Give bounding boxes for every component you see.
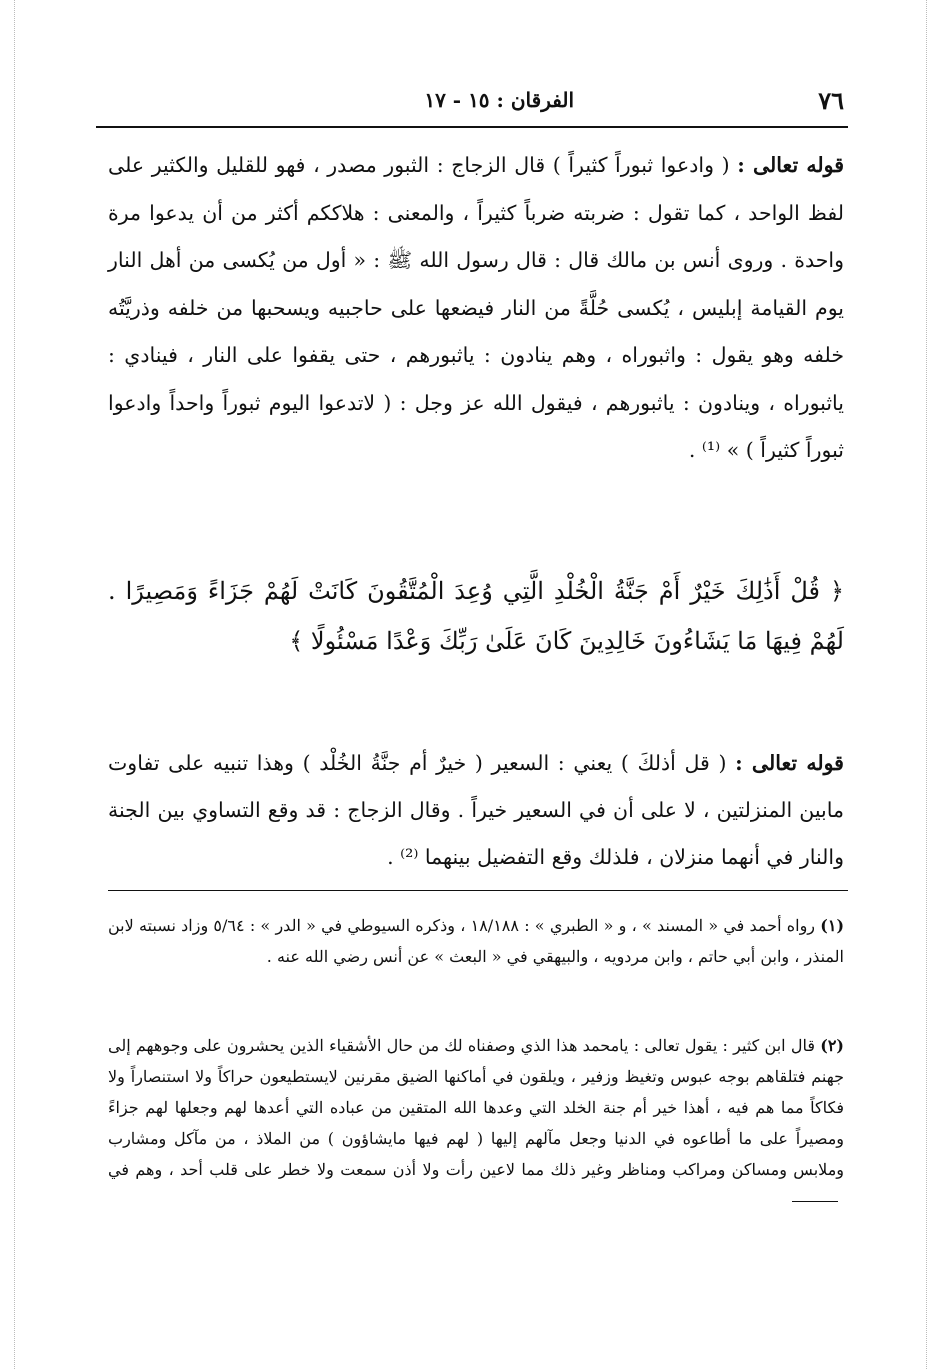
scan-dotted-border-right [926, 0, 927, 1369]
footnote-text: رواه أحمد في « المسند » ، و « الطبري » : ١٨/١٨٨ ، وذكره السيوطي في « الدر » : ٥/٦٤ وزاد نسبته لابن المنذر ، وابن أبي حاتم ، وابن مردويه ، والبيهقي في « البعث » عن أنس رضي الله عنه . [108, 916, 844, 966]
footnote [108, 910, 844, 972]
verse-close-bracket: ﴾ [289, 627, 304, 655]
commentary-lead: قوله تعالى : [737, 153, 844, 177]
verse-open-bracket: ﴿ [829, 577, 844, 605]
commentary-text: ( قل أذلكَ ) يعني : السعير ( خيرٌ أم جنَّةُ الخُلْد ) وهذا تنبيه على تفاوت مابين المنزلتين ، لا على أن في السعير خيراً . وقال الزجاج : قد وقع التساوي بين الجنة والنار في أنهما منزلان ، فلذلك وقع التفضيل بينهما ⁽²⁾ . [108, 751, 844, 869]
commentary-text: ( وادعوا ثبوراً كثيراً ) قال الزجاج : الثبور مصدر ، فهو للقليل والكثير على لفظ الواحد ، كما تقول : ضربته ضرباً كثيراً ، والمعنى : هلاككم أكثر من أن يدعوا مرة واحدة . وروى أنس بن مالك قال : قال رسول الله ﷺ : « أول من يُكسى من أهل النار يوم القيامة إبليس ، يُكسى حُلَّةً من النار فيضعها على حاجبيه ويسحبها من خلفه وذريَّتُه خلفه وهو يقول : واثبوراه ، وهم ينادون : ياثبورهم ، حتى يقفوا على النار ، فينادي : ياثبوراه ، وينادون : ياثبورهم ، فيقول الله عز وجل : ( لاتدعوا اليوم ثبوراً واحداً وادعوا ثبوراً كثيراً ) » ⁽¹⁾ . [108, 153, 844, 462]
footnote-number: (٢) [820, 1036, 844, 1055]
scan-dotted-border-left [14, 0, 15, 1369]
running-title: الفرقان : ١٥ - ١٧ [424, 88, 574, 112]
page-number: ٧٦ [818, 86, 844, 115]
footnote-text: قال ابن كثير : يقول تعالى : يامحمد هذا الذي وصفناه لك من حال الأشقياء الذين يحشرون على وجوههم إلى جهنم فتلقاهم بوجه عبوس وتغيظ وزفير ، ويلقون في أماكنها الضيق مقرنين لايستطيعون حراكاً ولا استنصاراً ولا فكاكاً مما هم فيه ، أهذا خير أم جنة الخلد التي وعدها الله المتقين من عباده التي أعدها لهم وجعلها لهم جزاءً ومصيراً على ما أطاعوه في الدنيا وجعل مآلهم إليها ( لهم فيها مايشاؤون ) من الملاذ ، من مآكل ومشارب وملابس ومساكن ومراكب ومناظر وغير ذلك مما لاعين رأت ولا أذن سمعت ولا خطر على قلب أحد ، وهم في [108, 1036, 844, 1179]
footnote [108, 1030, 844, 1216]
running-header [108, 86, 844, 120]
footnote-number: (١) [820, 916, 845, 935]
continuation-dash [792, 1201, 838, 1202]
commentary-lead: قوله تعالى : [735, 751, 844, 775]
quran-verse [108, 566, 844, 666]
footnote-separator [108, 890, 848, 891]
header-rule [96, 126, 848, 128]
verse-text: قُلْ أَذَٰلِكَ خَيْرٌ أَمْ جَنَّةُ الْخُلْدِ الَّتِي وُعِدَ الْمُتَّقُونَ كَانَتْ لَهُمْ جَزَاءً وَمَصِيرًا . لَهُمْ فِيهَا مَا يَشَاءُونَ خَالِدِينَ كَانَ عَلَىٰ رَبِّكَ وَعْدًا مَسْئُولًا [108, 577, 844, 655]
commentary-paragraph [108, 740, 844, 881]
commentary-paragraph [108, 142, 844, 475]
